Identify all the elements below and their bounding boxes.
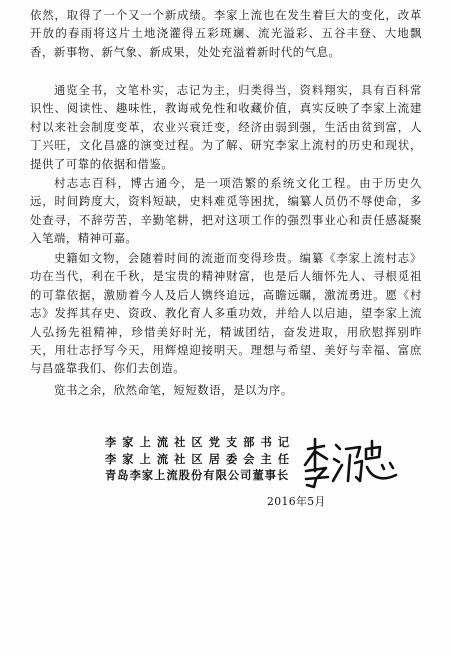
signatory-title-committee: 李 家 上 流 社 区 居 委 会 主 任 (105, 451, 291, 466)
signatory-title-company: 青岛李家上流股份有限公司董事长 (105, 468, 290, 482)
paragraph-overview: 通览全书，文笔朴实，志记为主，归类得当，资料翔实，具有百科常识性、阅读性、趣味性，教诲戒免性和收藏价值，真实反映了李家上流建村以来社会制度变革，农业兴衰迁变，经济由弱到强，生活由贫到富，人丁兴旺，文化昌盛的演变过程。为了解、研究李家上流村的历史和现状，提供了可靠的依据和借鉴。 (30, 83, 422, 171)
paragraph-continuation: 依然，取得了一个又一个新成绩。李家上流也在发生着巨大的变化，改革开放的春雨将这片土地浇灌得五彩斑斓、流光溢彩、五谷丰登、大地飘香，新事物、新气象、新成果，处处充溢着新时代的气息。 (30, 8, 422, 59)
paragraph-closing: 览书之余，欣然命笔，短短数语，是以为序。 (54, 383, 293, 397)
signatory-titles (105, 434, 305, 484)
paragraph-significance: 史籍如文物，会随着时间的流逝而变得珍贵。编纂《李家上流村志》功在当代，利在千秋，是宝贵的精神财富，也是后人缅怀先人、寻根觅祖的可靠依据，激励着今人及后人镌终追远，高瞻远瞩，激流勇进。愿《村志》发挥其存史、资政、教化育人多重功效，并给人以启迪，望李家上流人弘扬先祖精神，珍惜美好时光，精诚团结，奋发进取，用欣慰挥别昨天，用壮志抒写今天，用辉煌迎接明天。理想与希望、美好与幸福、富庶与昌盛靠我们、你们去创造。 (30, 251, 422, 376)
signatory-title-party: 李 家 上 流 社 区 党 支 部 书 记 (105, 435, 291, 449)
handwritten-signature (300, 435, 410, 493)
paragraph-compilation: 村志志百科，博古通今，是一项浩繁的系统文化工程。由于历史久远，时间跨度大，资料短缺，史料难觅等困扰，编纂人员仍不辱使命，多处查寻，不辞劳苦，辛勤笔耕，把对这项工作的强烈事业心和责任感凝聚入笔端，精神可嘉。 (30, 176, 422, 246)
date: 2016年5月 (267, 495, 326, 508)
